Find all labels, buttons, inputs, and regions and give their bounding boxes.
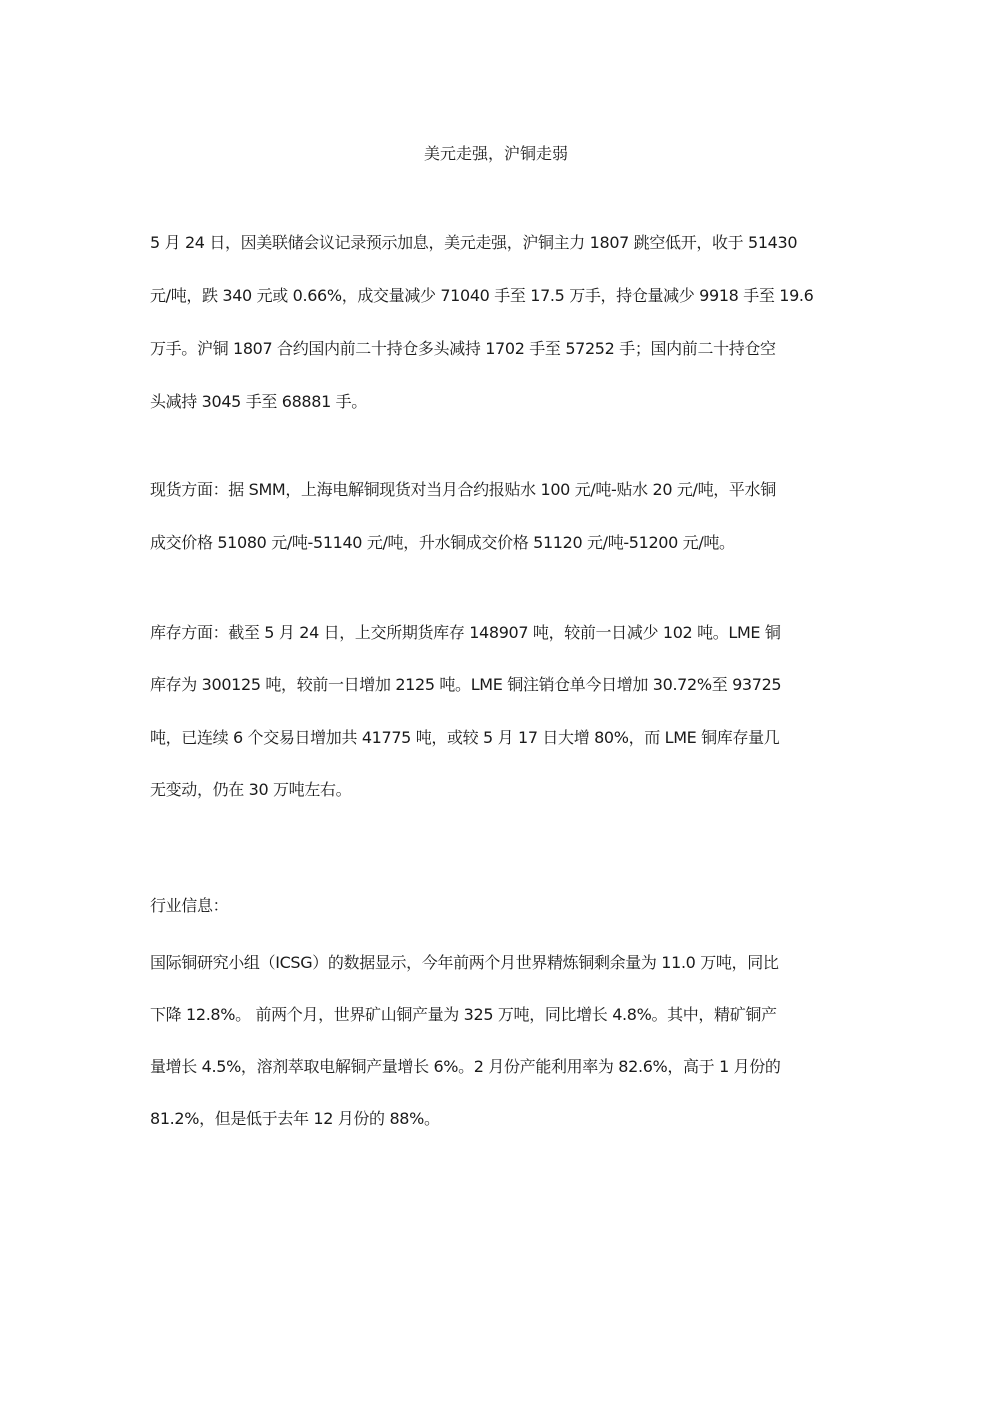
paragraph-4-line-2: 下降 12.8%。 前两个月，世界矿山铜产量为 325 万吨，同比增长 4.8%。其中，精矿铜产	[150, 1005, 777, 1024]
paragraph-3-line-3: 吨，已连续 6 个交易日增加共 41775 吨，或较 5 月 17 日大增 80%，而 LME 铜库存量几	[150, 728, 780, 747]
paragraph-1-line-3: 万手。沪铜 1807 合约国内前二十持仓多头减持 1702 手至 57252 手；国内前二十持仓空	[150, 339, 776, 358]
section-heading-industry-info: 行业信息：	[150, 896, 229, 915]
paragraph-1-line-2: 元/吨，跌 340 元或 0.66%，成交量减少 71040 手至 17.5 万手，持仓量减少 9918 手至 19.6	[150, 286, 814, 305]
paragraph-4-line-1: 国际铜研究小组（ICSG）的数据显示，今年前两个月世界精炼铜剩余量为 11.0 万吨，同比	[150, 953, 779, 972]
paragraph-2-line-1: 现货方面：据 SMM，上海电解铜现货对当月合约报贴水 100 元/吨-贴水 20 元/吨，平水铜	[150, 480, 776, 499]
paragraph-3-line-2: 库存为 300125 吨，较前一日增加 2125 吨。LME 铜注销仓单今日增加 30.72%至 93725	[150, 675, 782, 694]
paragraph-4-line-3: 量增长 4.5%，溶剂萃取电解铜产量增长 6%。2 月份产能利用率为 82.6%，高于 1 月份的	[150, 1057, 781, 1076]
paragraph-1-line-1: 5 月 24 日，因美联储会议记录预示加息，美元走强，沪铜主力 1807 跳空低开，收于 51430	[150, 233, 798, 252]
paragraph-2-line-2: 成交价格 51080 元/吨-51140 元/吨，升水铜成交价格 51120 元/吨-51200 元/吨。	[150, 533, 735, 552]
paragraph-4-line-4: 81.2%，但是低于去年 12 月份的 88%。	[150, 1109, 440, 1128]
paragraph-1-line-4: 头减持 3045 手至 68881 手。	[150, 392, 367, 411]
paragraph-3-line-1: 库存方面：截至 5 月 24 日，上交所期货库存 148907 吨，较前一日减少 102 吨。LME 铜	[150, 623, 781, 642]
paragraph-3-line-4: 无变动，仍在 30 万吨左右。	[150, 780, 352, 799]
document-title: 美元走强，沪铜走弱	[423, 144, 568, 163]
